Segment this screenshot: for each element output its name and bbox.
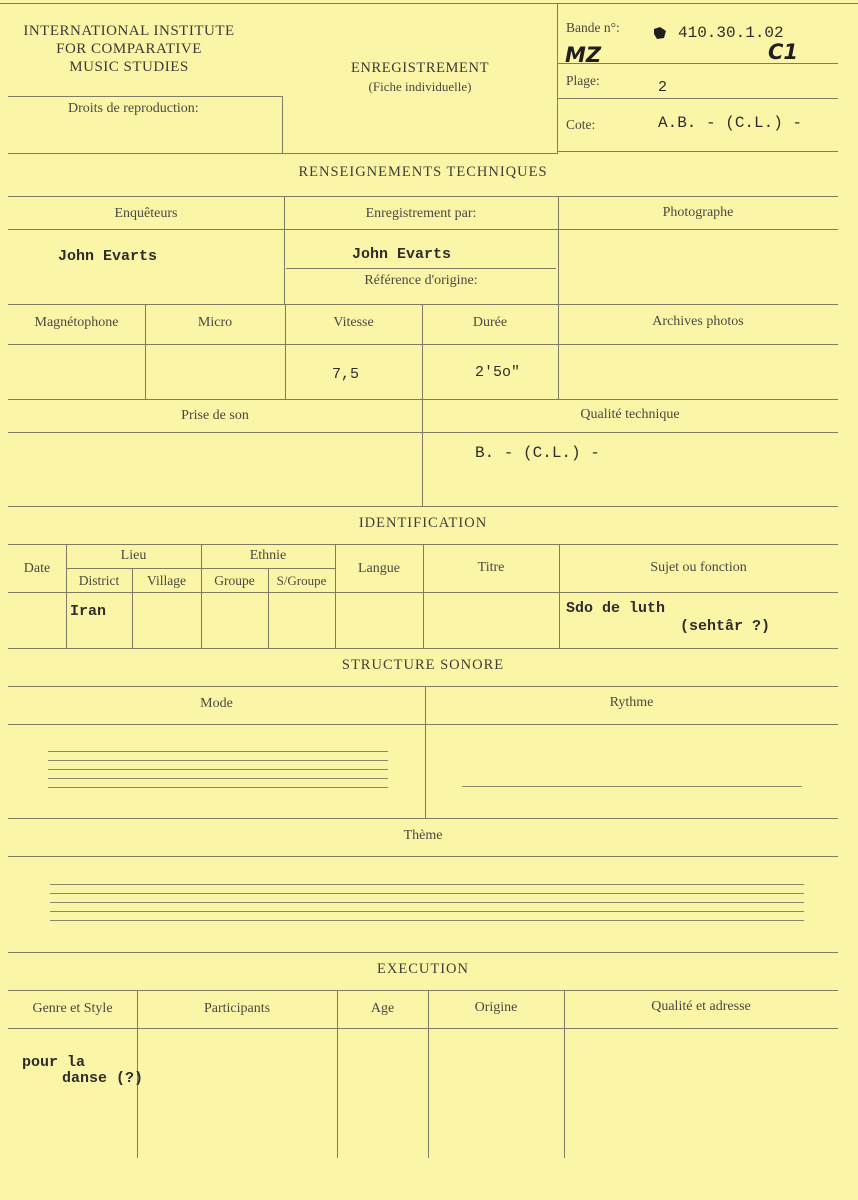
lieu-label: Lieu — [120, 548, 147, 563]
date-label: Date — [23, 561, 51, 576]
cote-value: A.B. - (C.L.) - — [658, 114, 803, 132]
mode-label: Mode — [200, 696, 233, 711]
top-border — [0, 3, 858, 4]
genre-value-line1: pour la — [22, 1054, 86, 1071]
bande-value: 410.30.1.02 — [678, 24, 784, 42]
header-bottom-line — [8, 153, 558, 154]
rythme-label: Rythme — [609, 695, 654, 710]
identification-bottom-line — [8, 648, 838, 649]
identification-section-title: IDENTIFICATION — [358, 515, 488, 531]
cote-label: Cote: — [566, 117, 596, 132]
enregistrement-par-value: John Evarts — [352, 246, 452, 263]
sujet-value-line1: Sdo de luth — [566, 600, 666, 617]
id-col-ethnie — [335, 544, 336, 648]
mode-staff-line-4 — [48, 778, 388, 779]
duree-value: 2'5o" — [475, 364, 521, 381]
rights-box-edge — [282, 96, 283, 153]
participants-label: Participants — [203, 1001, 271, 1016]
technique-bottom-line — [8, 506, 838, 507]
exec-col-4 — [564, 990, 565, 1158]
structure-header-line — [8, 724, 838, 725]
sujet-value-line2: (sehtâr ?) — [680, 618, 771, 635]
mode-staff-line-2 — [48, 760, 388, 761]
execution-section-title: EXECUTION — [377, 961, 469, 977]
theme-staff-line-1 — [50, 884, 804, 885]
qualite-adresse-label: Qualité et adresse — [651, 999, 751, 1014]
plage-label: Plage: — [566, 73, 600, 88]
execution-header-line — [8, 1028, 838, 1029]
village-label: Village — [147, 573, 186, 588]
enregistrement-par-label: Enregistrement par: — [365, 206, 477, 221]
ink-blot-icon — [653, 26, 667, 40]
id-header-line — [8, 592, 838, 593]
micro-label: Micro — [197, 315, 233, 330]
equipment-top-line — [8, 304, 838, 305]
titre-label: Titre — [477, 560, 505, 575]
header-divider — [557, 3, 558, 153]
bande-handwritten-prefix: MZ — [565, 43, 602, 67]
rights-label: Droits de reproduction: — [68, 101, 199, 116]
technique-top-line — [8, 196, 838, 197]
theme-bottom-line — [8, 952, 838, 953]
groupe-label: Groupe — [214, 573, 255, 588]
prise-top-line — [8, 399, 838, 400]
prise-header-line — [8, 432, 838, 433]
sujet-label: Sujet ou fonction — [650, 560, 747, 575]
vitesse-value: 7,5 — [332, 366, 360, 383]
plage-value: 2 — [658, 79, 668, 96]
technique-section-title: RENSEIGNEMENTS TECHNIQUES — [298, 164, 548, 180]
equipment-header-line — [8, 344, 838, 345]
rights-line — [8, 96, 282, 97]
photographe-label: Photographe — [662, 205, 734, 220]
rythme-line — [462, 786, 802, 787]
bande-label: Bande n°: — [566, 20, 620, 35]
structure-section-title: STRUCTURE SONORE — [341, 657, 505, 673]
execution-top-line — [8, 990, 838, 991]
reference-label: Référence d'origine: — [364, 273, 478, 288]
mode-staff-line-3 — [48, 769, 388, 770]
theme-staff-line-4 — [50, 911, 804, 912]
vitesse-label: Vitesse — [333, 315, 374, 330]
technique-header-line — [8, 229, 838, 230]
theme-label: Thème — [403, 828, 443, 843]
bande-handwritten-suffix: C1 — [768, 40, 799, 64]
plage-line — [558, 98, 838, 99]
enqueteurs-value: John Evarts — [58, 248, 158, 265]
bande-line — [558, 63, 838, 64]
form-subtitle: (Fiche individuelle) — [368, 79, 472, 94]
theme-staff-line-2 — [50, 893, 804, 894]
equip-col-3 — [422, 304, 423, 506]
institute-name — [6, 22, 252, 76]
sgroupe-label: S/Groupe — [276, 573, 327, 588]
enqueteurs-label: Enquêteurs — [114, 206, 178, 221]
genre-label: Genre et Style — [32, 1001, 113, 1016]
ethnie-label: Ethnie — [249, 548, 287, 563]
id-subheader-line — [66, 568, 335, 569]
district-label: District — [78, 573, 120, 588]
mode-staff-line-5 — [48, 787, 388, 788]
archives-label: Archives photos — [652, 314, 744, 329]
cote-line — [558, 151, 838, 152]
qualite-label: Qualité technique — [580, 407, 680, 422]
theme-staff-line-3 — [50, 902, 804, 903]
theme-staff-line-5 — [50, 920, 804, 921]
institute-line2: FOR COMPARATIVE — [56, 41, 202, 57]
institute-line3: MUSIC STUDIES — [69, 59, 189, 75]
district-value: Iran — [70, 603, 107, 620]
prise-label: Prise de son — [181, 408, 249, 423]
institute-line1: INTERNATIONAL INSTITUTE — [23, 23, 235, 39]
reference-line — [286, 268, 556, 269]
structure-bottom-line — [8, 818, 838, 819]
mode-staff-line-1 — [48, 751, 388, 752]
duree-label: Durée — [472, 315, 508, 330]
magnetophone-label: Magnétophone — [34, 315, 119, 330]
langue-label: Langue — [358, 561, 400, 576]
origine-label: Origine — [474, 1000, 518, 1015]
structure-top-line — [8, 686, 838, 687]
age-label: Age — [370, 1001, 395, 1016]
theme-header-line — [8, 856, 838, 857]
form-title: ENREGISTREMENT — [350, 60, 490, 76]
genre-value-line2: danse (?) — [62, 1070, 144, 1087]
qualite-value: B. - (C.L.) - — [475, 444, 600, 462]
